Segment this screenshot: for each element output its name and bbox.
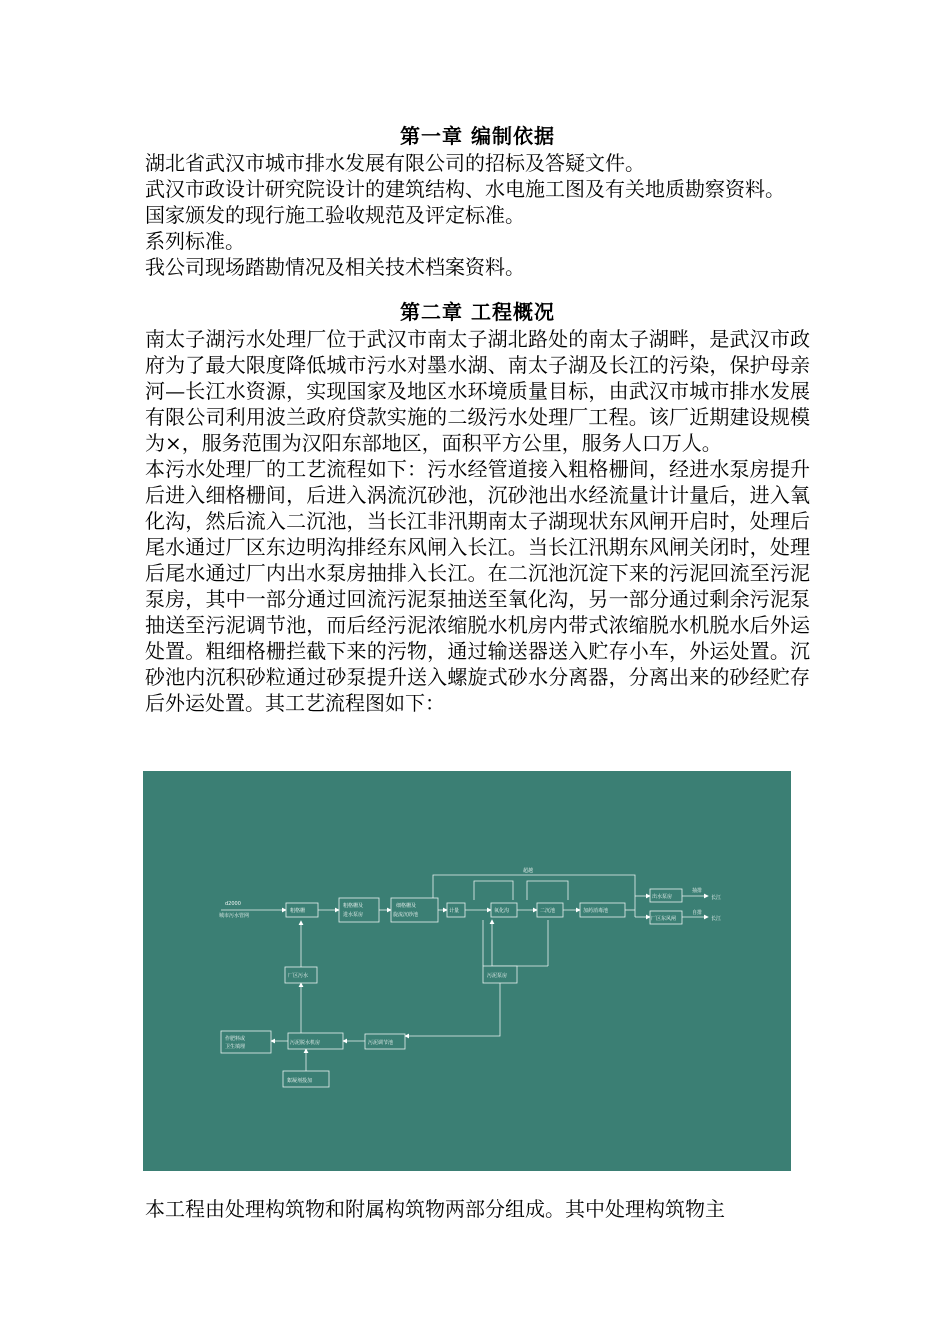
box-label: 细格栅及 (396, 903, 417, 909)
pump-out-label: 抽排 (692, 888, 703, 894)
return-line (492, 920, 548, 966)
box-label: 进水泵房 (343, 912, 364, 918)
box-label: 氧化沟 (494, 908, 510, 914)
chapter1-para-5: 我公司现场踏勘情况及相关技术档案资料。 (145, 255, 525, 279)
bypass-label: 超越 (523, 868, 534, 874)
bypass-line (433, 875, 635, 900)
chapter2-para-2: 本污水处理厂的工艺流程如下：污水经管道接入粗格栅间，经进水泵房提升后进入细格栅间，后进入涡流沉砂池，沉砂池出水经流量计计量后，进入氧化沟，然后流入二沉池，当长江非汛期南太子湖现状东风闸开启时，处理后尾水通过厂区东边明沟排经东风闸入长江。当长江汛期东风闸关闭时，处理后尾水通过厂内出水泵房抽排入长江。在二沉池沉淀下来的污泥回流至污泥泵房，其中一部分通过回流污泥泵抽送至氧化沟，另一部分通过剩余污泥泵抽送至污泥调节池，而后经污泥浓缩脱水机房内带式浓缩脱水机脱水后外运处置。粗细格栅拦截下来的污物，通过输送器送入贮存小车，外运处置。沉砂池内沉积砂粒通过砂泵提升送入螺旋式砂水分离器，分离出来的砂经贮存后外运处置。其工艺流程图如下： (145, 457, 810, 715)
chapter1-para-1: 湖北省武汉市城市排水发展有限公司的招标及答疑文件。 (145, 151, 645, 175)
section-gap (145, 280, 810, 298)
flow-diagram-svg (143, 771, 791, 1171)
box-label: 旋流沉砂池 (393, 912, 419, 918)
chapter1-para-3: 国家颁发的现行施工验收规范及评定标准。 (145, 203, 525, 227)
chapter1-para-2: 武汉市政设计研究院设计的建筑结构、水电施工图及有关地质勘察资料。 (145, 177, 785, 201)
process-flow-diagram (143, 771, 791, 1171)
box-label: 加药消毒池 (583, 908, 609, 914)
box-label: 污泥调节池 (368, 1040, 394, 1046)
bypass-line (527, 881, 568, 900)
river-label-2: 长江 (711, 916, 722, 922)
box-label: 卫生填埋 (225, 1044, 246, 1050)
box-label: 出水泵房 (652, 894, 673, 900)
box-label: 厂区污水 (288, 973, 309, 979)
box-label: 厂区东风闸 (651, 916, 677, 922)
box-pump-house (339, 898, 379, 922)
bypass-line (474, 881, 513, 900)
box-label: 絮凝剂投加 (287, 1078, 313, 1084)
document-body (145, 122, 810, 716)
box-label: 计量 (449, 908, 460, 914)
box-label: 污泥泵房 (487, 973, 508, 979)
chapter1-title: 第一章 编制依据 (400, 124, 555, 148)
box-label: 污泥脱水机房 (290, 1040, 321, 1046)
inlet-pipe-label: d2000 (225, 901, 241, 907)
chapter2-title: 第二章 工程概况 (400, 300, 555, 324)
box-label: 粗格栅及 (343, 903, 364, 909)
chapter1-para-4: 系列标准。 (145, 229, 245, 253)
chapter2-para-1: 南太子湖污水处理厂位于武汉市南太子湖北路处的南太子湖畔，是武汉市政府为了最大限度降低城市污水对墨水湖、南太子湖及长江的污染，保护母亲河—长江水资源，实现国家及地区水环境质量目标，由武汉市城市排水发展有限公司利用波兰政府贷款实施的二级污水处理厂工程。该厂近期建设规模为×，服务范围为汉阳东部地区，面积平方公里，服务人口万人。 (145, 327, 810, 455)
box-label: 作肥料或 (225, 1036, 246, 1042)
sludge-to-conditioning (405, 983, 500, 1036)
box-label: 粗格栅 (290, 908, 306, 914)
box-label: 二沉池 (540, 908, 556, 914)
box-grit-chamber (391, 898, 438, 922)
inlet-label: 城市污水管网 (219, 913, 250, 919)
gravity-out-label: 自排 (692, 910, 703, 916)
after-figure-para: 本工程由处理构筑物和附属构筑物两部分组成。其中处理构筑物主 (145, 1197, 725, 1221)
river-label-1: 长江 (711, 895, 722, 901)
continued-text (145, 1196, 810, 1222)
